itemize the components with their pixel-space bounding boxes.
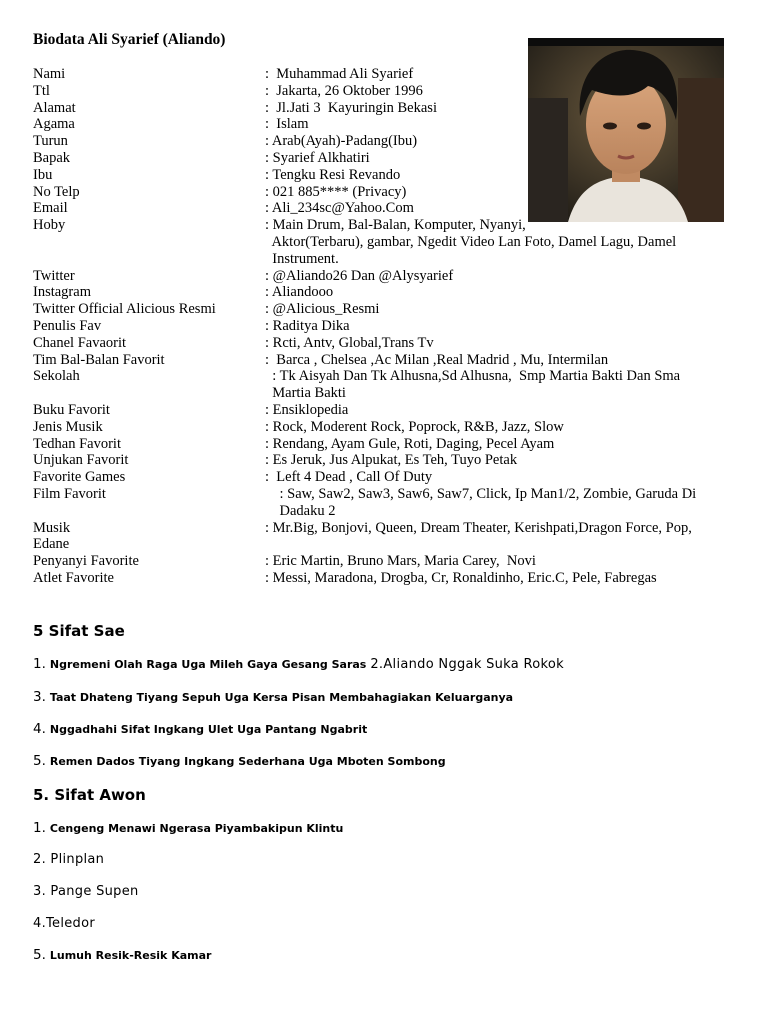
biodata-label: Tedhan Favorit <box>33 435 121 452</box>
biodata-row <box>33 570 733 587</box>
biodata-value-line: Aktor(Terbaru), gambar, Ngedit Video Lan Foto, Damel Lagu, Damel <box>265 233 677 250</box>
biodata-label: Bapak <box>33 149 71 166</box>
biodata-value <box>265 402 733 419</box>
document-title: Biodata Ali Syarief (Aliando) <box>33 31 226 48</box>
biodata-label: Instagram <box>33 284 91 301</box>
biodata-value-line: : Left 4 Dead , Call Of Duty <box>265 469 433 486</box>
item-text: Remen Dados Tiyang Ingkang Sederhana Uga Mboten Sombong <box>49 755 446 768</box>
biodata-row <box>33 436 733 453</box>
biodata-label: Edane <box>33 536 70 553</box>
biodata-value-line: : Ensiklopedia <box>265 401 349 418</box>
biodata-row <box>33 368 733 402</box>
biodata-row <box>33 301 733 318</box>
biodata-label: Alamat <box>33 99 76 116</box>
biodata-row <box>33 200 733 217</box>
biodata-row <box>33 66 733 83</box>
biodata-value-line: : Messi, Maradona, Drogba, Cr, Ronaldinho, Eric.C, Pele, Fabregas <box>265 569 657 586</box>
biodata-value <box>265 167 733 184</box>
item-number: 3. <box>33 689 46 705</box>
sifat-awon-heading: 5. Sifat Awon <box>33 786 146 804</box>
biodata-value <box>265 301 733 318</box>
biodata-label: Chanel Favaorit <box>33 334 127 351</box>
sifat-sae-heading: 5 Sifat Sae <box>33 622 125 640</box>
biodata-label: Nami <box>33 66 66 82</box>
biodata-row <box>33 268 733 285</box>
sifat-sae-item-3 <box>33 689 513 705</box>
sifat-awon-item-1 <box>33 820 343 836</box>
biodata-value-line: : Main Drum, Bal-Balan, Komputer, Nyanyi, <box>265 217 526 234</box>
biodata-value <box>265 100 733 117</box>
biodata-value-line: : Aliandooo <box>265 284 334 301</box>
biodata-label: Twitter <box>33 267 75 284</box>
biodata-value-line: Dadaku 2 <box>265 502 336 519</box>
item-text: 2. Plinplan <box>33 852 105 867</box>
biodata-row <box>33 553 733 570</box>
biodata-value <box>265 536 733 553</box>
sifat-awon-item-5 <box>33 947 211 963</box>
biodata-value <box>265 486 733 520</box>
biodata-row <box>33 100 733 117</box>
biodata-value-line: : Saw, Saw2, Saw3, Saw6, Saw7, Click, Ip Man1/2, Zombie, Garuda Di <box>265 485 697 502</box>
biodata-value <box>265 200 733 217</box>
biodata-value-line: : Syarief Alkhatiri <box>265 149 370 166</box>
biodata-value <box>265 116 733 133</box>
biodata-label: Favorite Games <box>33 469 126 486</box>
biodata-label: Email <box>33 200 68 217</box>
biodata-value-line: : Tengku Resi Revando <box>265 166 401 183</box>
biodata-row <box>33 352 733 369</box>
biodata-row <box>33 520 733 537</box>
biodata-row <box>33 536 733 553</box>
biodata-label: Tim Bal-Balan Favorit <box>33 351 165 368</box>
sifat-awon-item-2 <box>33 851 104 867</box>
biodata-value-line: : Mr.Big, Bonjovi, Queen, Dream Theater, Kerishpati,Dragon Force, Pop, <box>265 519 692 536</box>
biodata-label: No Telp <box>33 183 80 200</box>
item-text: Aliando Nggak Suka Rokok <box>383 657 564 672</box>
biodata-value-line: : Jl.Jati 3 Kayuringin Bekasi <box>265 99 437 116</box>
biodata-value-line: Instrument. <box>265 250 339 267</box>
biodata-value <box>265 436 733 453</box>
biodata-label: Ttl <box>33 82 50 99</box>
biodata-value <box>265 553 733 570</box>
biodata-label: Penulis Fav <box>33 317 102 334</box>
sifat-sae-item-5 <box>33 753 446 769</box>
biodata-label: Turun <box>33 133 68 150</box>
biodata-table <box>33 66 733 587</box>
biodata-row <box>33 167 733 184</box>
biodata-value <box>265 83 733 100</box>
biodata-value <box>265 133 733 150</box>
item-text: Nggadhahi Sifat Ingkang Ulet Uga Pantang Ngabrit <box>49 723 368 736</box>
biodata-row <box>33 402 733 419</box>
biodata-label: Twitter Official Alicious Resmi <box>33 301 216 318</box>
biodata-label: Penyanyi Favorite <box>33 553 139 570</box>
biodata-value-line: : Jakarta, 26 Oktober 1996 <box>265 82 423 99</box>
biodata-value-line: : @Aliando26 Dan @Alysyarief <box>265 267 454 284</box>
biodata-value <box>265 217 733 267</box>
biodata-label: Agama <box>33 116 75 133</box>
biodata-row <box>33 217 733 267</box>
biodata-value-line: : Barca , Chelsea ,Ac Milan ,Real Madrid , Mu, Intermilan <box>265 351 609 368</box>
biodata-row <box>33 469 733 486</box>
item-number: 5. <box>33 947 46 963</box>
biodata-row <box>33 284 733 301</box>
biodata-value-line: : Es Jeruk, Jus Alpukat, Es Teh, Tuyo Petak <box>265 452 518 469</box>
biodata-row <box>33 452 733 469</box>
biodata-row <box>33 184 733 201</box>
biodata-row <box>33 419 733 436</box>
biodata-value-line: : Eric Martin, Bruno Mars, Maria Carey, Novi <box>265 553 536 570</box>
biodata-value-line: : Muhammad Ali Syarief <box>265 66 414 82</box>
sifat-awon-item-4 <box>33 915 95 931</box>
biodata-value <box>265 318 733 335</box>
biodata-value-line: : Raditya Dika <box>265 317 350 334</box>
item-text: 3. Pange Supen <box>33 884 139 899</box>
biodata-row <box>33 133 733 150</box>
biodata-row <box>33 116 733 133</box>
biodata-value-line: : Rcti, Antv, Global,Trans Tv <box>265 334 434 351</box>
biodata-value <box>265 184 733 201</box>
biodata-row <box>33 83 733 100</box>
biodata-label: Jenis Musik <box>33 418 103 435</box>
biodata-label: Atlet Favorite <box>33 569 114 586</box>
biodata-row <box>33 486 733 520</box>
item-text: Cengeng Menawi Ngerasa Piyambakipun Klintu <box>49 822 344 835</box>
biodata-value <box>265 452 733 469</box>
biodata-value <box>265 469 733 486</box>
biodata-value <box>265 150 733 167</box>
biodata-value <box>265 419 733 436</box>
biodata-row <box>33 150 733 167</box>
biodata-value <box>265 284 733 301</box>
biodata-value <box>265 352 733 369</box>
item-number: 5. <box>33 753 46 769</box>
biodata-value-line: Martia Bakti <box>265 385 346 402</box>
item-number: 1. <box>33 820 46 836</box>
biodata-value <box>265 335 733 352</box>
biodata-label: Sekolah <box>33 368 80 385</box>
biodata-value-line: : Arab(Ayah)-Padang(Ibu) <box>265 133 418 150</box>
biodata-value <box>265 66 733 83</box>
biodata-value-line: : Tk Aisyah Dan Tk Alhusna,Sd Alhusna, Smp Martia Bakti Dan Sma <box>265 368 681 385</box>
item-text: Lumuh Resik-Resik Kamar <box>49 949 212 962</box>
biodata-label: Hoby <box>33 217 66 234</box>
biodata-label: Unjukan Favorit <box>33 452 129 469</box>
biodata-label: Musik <box>33 519 71 536</box>
biodata-row <box>33 335 733 352</box>
sifat-sae-item-1-2 <box>33 656 564 672</box>
biodata-value-line: : Islam <box>265 116 309 133</box>
sifat-awon-item-3 <box>33 883 139 899</box>
sifat-sae-item-4 <box>33 721 367 737</box>
biodata-value-line: : @Alicious_Resmi <box>265 301 380 318</box>
item-text: Taat Dhateng Tiyang Sepuh Uga Kersa Pisan Membahagiakan Keluarganya <box>49 691 514 704</box>
biodata-value-line: : Rock, Moderent Rock, Poprock, R&B, Jazz, Slow <box>265 418 564 435</box>
biodata-value <box>265 570 733 587</box>
biodata-value <box>265 368 733 402</box>
biodata-value-line: : 021 885**** (Privacy) <box>265 183 407 200</box>
biodata-label: Film Favorit <box>33 485 106 502</box>
item-number: 2. <box>370 657 384 672</box>
item-number: 4. <box>33 721 46 737</box>
item-text: 4.Teledor <box>33 916 95 931</box>
biodata-value <box>265 268 733 285</box>
biodata-row <box>33 318 733 335</box>
item-text: Ngremeni Olah Raga Uga Mileh Gaya Gesang Saras <box>49 658 367 671</box>
biodata-value-line: : Ali_234sc@Yahoo.Com <box>265 200 414 217</box>
biodata-label: Buku Favorit <box>33 401 110 418</box>
biodata-label: Ibu <box>33 166 53 183</box>
item-number: 1. <box>33 656 46 672</box>
biodata-value <box>265 520 733 537</box>
biodata-value-line: : Rendang, Ayam Gule, Roti, Daging, Pecel Ayam <box>265 435 555 452</box>
